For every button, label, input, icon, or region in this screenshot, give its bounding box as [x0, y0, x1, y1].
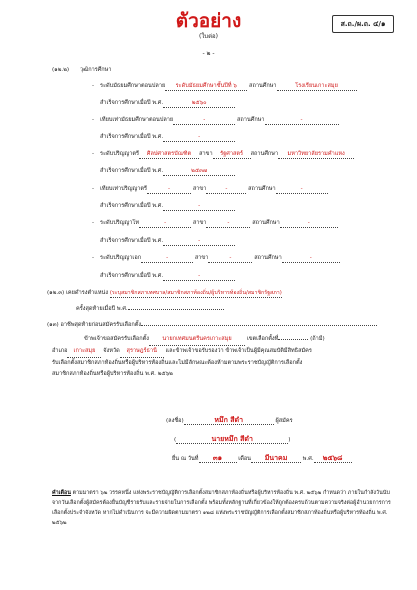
- position-section-label: (๑๒.๓): [47, 290, 65, 296]
- upper-secondary-year-field[interactable]: ๒๕๖๐: [163, 100, 235, 108]
- equiv-secondary-level-field[interactable]: -: [173, 117, 235, 125]
- education-heading: วุฒิการศึกษา: [80, 67, 112, 73]
- doctorate-institution-field[interactable]: -: [282, 255, 340, 263]
- occupation-section-label: (๑๓): [47, 322, 59, 328]
- printed-name-line: ( นายหมึก สีดำ ): [174, 435, 291, 443]
- declaration-paragraph: ข้าพเจ้าขอสมัครรับเลือกตั้ง นายกเทศมนตรีนครเกาะสมุย เขตเลือกตั้งที่ (ถ้ามี) อำเภอ เกาะสมุย จังหวัด สุราษฎร์ธานี และข้าพเจ้าขอรับรองว่า ข้าพเจ้าเป็นผู้มีคุณสมบัติมีสิทธิสมัคร รับเลือกตั้งสมาชิกสภาท้องถิ่นหรือผู้บริหารท้องถิ่นและไม่มีลักษณะต้องห้ามตามพระราชบัญญัติการเลือกตั้ง สมาชิกสภาท้องถิ่นหรือผู้บริหารท้องถิ่น พ.ศ. ๒๕๖๒: [52, 336, 325, 377]
- position-label: เคยดำรงตำแหน่ง: [66, 290, 109, 296]
- district-field[interactable]: เกาะสมุย: [67, 346, 101, 358]
- master-major-field[interactable]: -: [206, 220, 250, 228]
- equiv-bachelor-institution-field[interactable]: -: [276, 186, 328, 194]
- bachelor-institution-field[interactable]: มหาวิทยาลัยรามคำแหง: [278, 151, 354, 159]
- equiv-secondary-year-field[interactable]: -: [163, 134, 235, 142]
- education-row-doctorate-year: สำเร็จการศึกษาเมื่อปี พ.ศ. -: [100, 273, 235, 281]
- master-year-field[interactable]: -: [163, 238, 235, 246]
- position-section: [47, 290, 282, 298]
- education-row-equiv-secondary-year: สำเร็จการศึกษาเมื่อปี พ.ศ. -: [100, 134, 235, 142]
- printed-name-field[interactable]: นายหมึก สีดำ: [176, 436, 288, 444]
- document-subtitle: (ใบต่อ): [199, 33, 218, 40]
- education-row-bachelor: - ระดับปริญญาตรี ศิลปศาสตรบัณฑิต สาขา รัฐศาสตร์ สถานศึกษา มหาวิทยาลัยรามคำแหง: [92, 151, 354, 159]
- doctorate-year-field[interactable]: -: [163, 273, 235, 281]
- month-field[interactable]: มีนาคม: [251, 455, 301, 463]
- education-row-bachelor-year: สำเร็จการศึกษาเมื่อปี พ.ศ. ๒๕๓๗: [100, 168, 235, 176]
- education-row-master-year: สำเร็จการศึกษาเมื่อปี พ.ศ. -: [100, 238, 235, 246]
- equiv-secondary-school-field[interactable]: -: [265, 117, 339, 125]
- education-section-label: (๑๒.๒): [52, 67, 70, 73]
- position-last-year-field[interactable]: [128, 309, 224, 310]
- applied-position-field[interactable]: นายกเทศมนตรีนครเกาะสมุย: [149, 334, 245, 346]
- bachelor-major-field[interactable]: รัฐศาสตร์: [213, 151, 251, 159]
- master-institution-field[interactable]: -: [280, 220, 338, 228]
- document-title: ตัวอย่าง: [175, 10, 242, 32]
- submission-date-line: ยื่น ณ วันที่ ๓๑ เดือน มีนาคม พ.ศ. ๒๕๖๘: [172, 455, 352, 463]
- occupation-field[interactable]: [141, 325, 377, 326]
- position-held-field[interactable]: (ระบุสมาชิกสภาเทศบาล/สมาชิกสภาท้องถิ่น/ผู้บริหารท้องถิ่น/สมาชิกรัฐสภา): [109, 290, 282, 296]
- education-row-equiv-bachelor: - เทียบเท่าปริญญาตรี - สาขา - สถานศึกษา -: [92, 186, 328, 194]
- position-last-year-row: ครั้งสุดท้ายเมื่อปี พ.ศ.: [76, 306, 224, 313]
- signer-name-field[interactable]: หมึก สีดำ: [184, 417, 274, 425]
- page-number: - ๒ -: [202, 50, 215, 57]
- occupation-label: อาชีพสุดท้ายก่อนสมัครรับเลือกตั้ง: [60, 322, 142, 328]
- equiv-bachelor-degree-field[interactable]: -: [147, 186, 191, 194]
- doctorate-major-field[interactable]: -: [208, 255, 252, 263]
- education-row-master: - ระดับปริญญาโท - สาขา - สถานศึกษา -: [92, 220, 338, 228]
- occupation-section: [47, 322, 377, 329]
- education-row-equiv-secondary: - เทียบเท่ามัธยมศึกษาตอนปลาย - สถานศึกษา -: [92, 117, 339, 125]
- upper-secondary-level-field[interactable]: ระดับมัธยมศึกษาชั้นปีที่ ๖: [165, 83, 247, 91]
- constituency-field[interactable]: [278, 339, 308, 340]
- warning-note: [52, 488, 396, 528]
- education-row-doctorate: - ระดับปริญญาเอก - สาขา - สถานศึกษา -: [92, 255, 340, 263]
- education-row-equiv-bachelor-year: สำเร็จการศึกษาเมื่อปี พ.ศ. -: [100, 203, 235, 211]
- bachelor-year-field[interactable]: ๒๕๓๗: [163, 168, 235, 176]
- education-row-upper-secondary-year: สำเร็จการศึกษาเมื่อปี พ.ศ. ๒๕๖๐: [100, 100, 235, 108]
- education-row-upper-secondary: - ระดับมัธยมศึกษาตอนปลาย ระดับมัธยมศึกษาชั้นปีที่ ๖ สถานศึกษา โรงเรียนเกาะสมุย: [92, 83, 357, 91]
- day-field[interactable]: ๓๑: [199, 455, 237, 463]
- warning-text: ตามมาตรา ๖๒ วรรคหนึ่ง แห่งพระราชบัญญัติการเลือกตั้งสมาชิกสภาท้องถิ่นหรือผู้บริหารท้องถิ่น พ.ศ. ๒๕๖๒ กำหนดว่า ภายในกำลังวันนับจากวันเลือกตั้งผู้สมัครต้องยื่นบัญชีรายรับและรายจ่ายในการเลือกตั้ง พร้อมทั้งหลักฐานที่เกี่ยวข้องให้ถูกต้องครบถ้วนตามความจริงต่อผู้อำนวยการการเลือกตั้งประจำจังหวัด หากไม่ดำเนินการ จะมีความผิดตามมาตรา ๑๒๘ แห่งพระราชบัญญัติการเลือกตั้งสมาชิกสภาท้องถิ่นหรือผู้บริหารท้องถิ่น พ.ศ. ๒๕๖๒: [52, 490, 391, 526]
- signature-line: (ลงชื่อ) หมึก สีดำ ผู้สมัคร: [166, 416, 293, 424]
- upper-secondary-school-field[interactable]: โรงเรียนเกาะสมุย: [277, 83, 357, 91]
- form-code-box: ส.ถ./ผ.ถ. ๔/๑: [332, 15, 394, 33]
- doctorate-degree-field[interactable]: -: [141, 255, 193, 263]
- bachelor-degree-field[interactable]: ศิลปศาสตรบัณฑิต: [139, 151, 199, 159]
- warning-label: คำเตือน: [52, 490, 71, 496]
- province-field[interactable]: สุราษฎร์ธานี: [120, 346, 164, 358]
- equiv-bachelor-year-field[interactable]: -: [163, 203, 235, 211]
- master-degree-field[interactable]: -: [139, 220, 191, 228]
- equiv-bachelor-major-field[interactable]: -: [206, 186, 246, 194]
- year-field[interactable]: ๒๕๖๘: [314, 455, 352, 463]
